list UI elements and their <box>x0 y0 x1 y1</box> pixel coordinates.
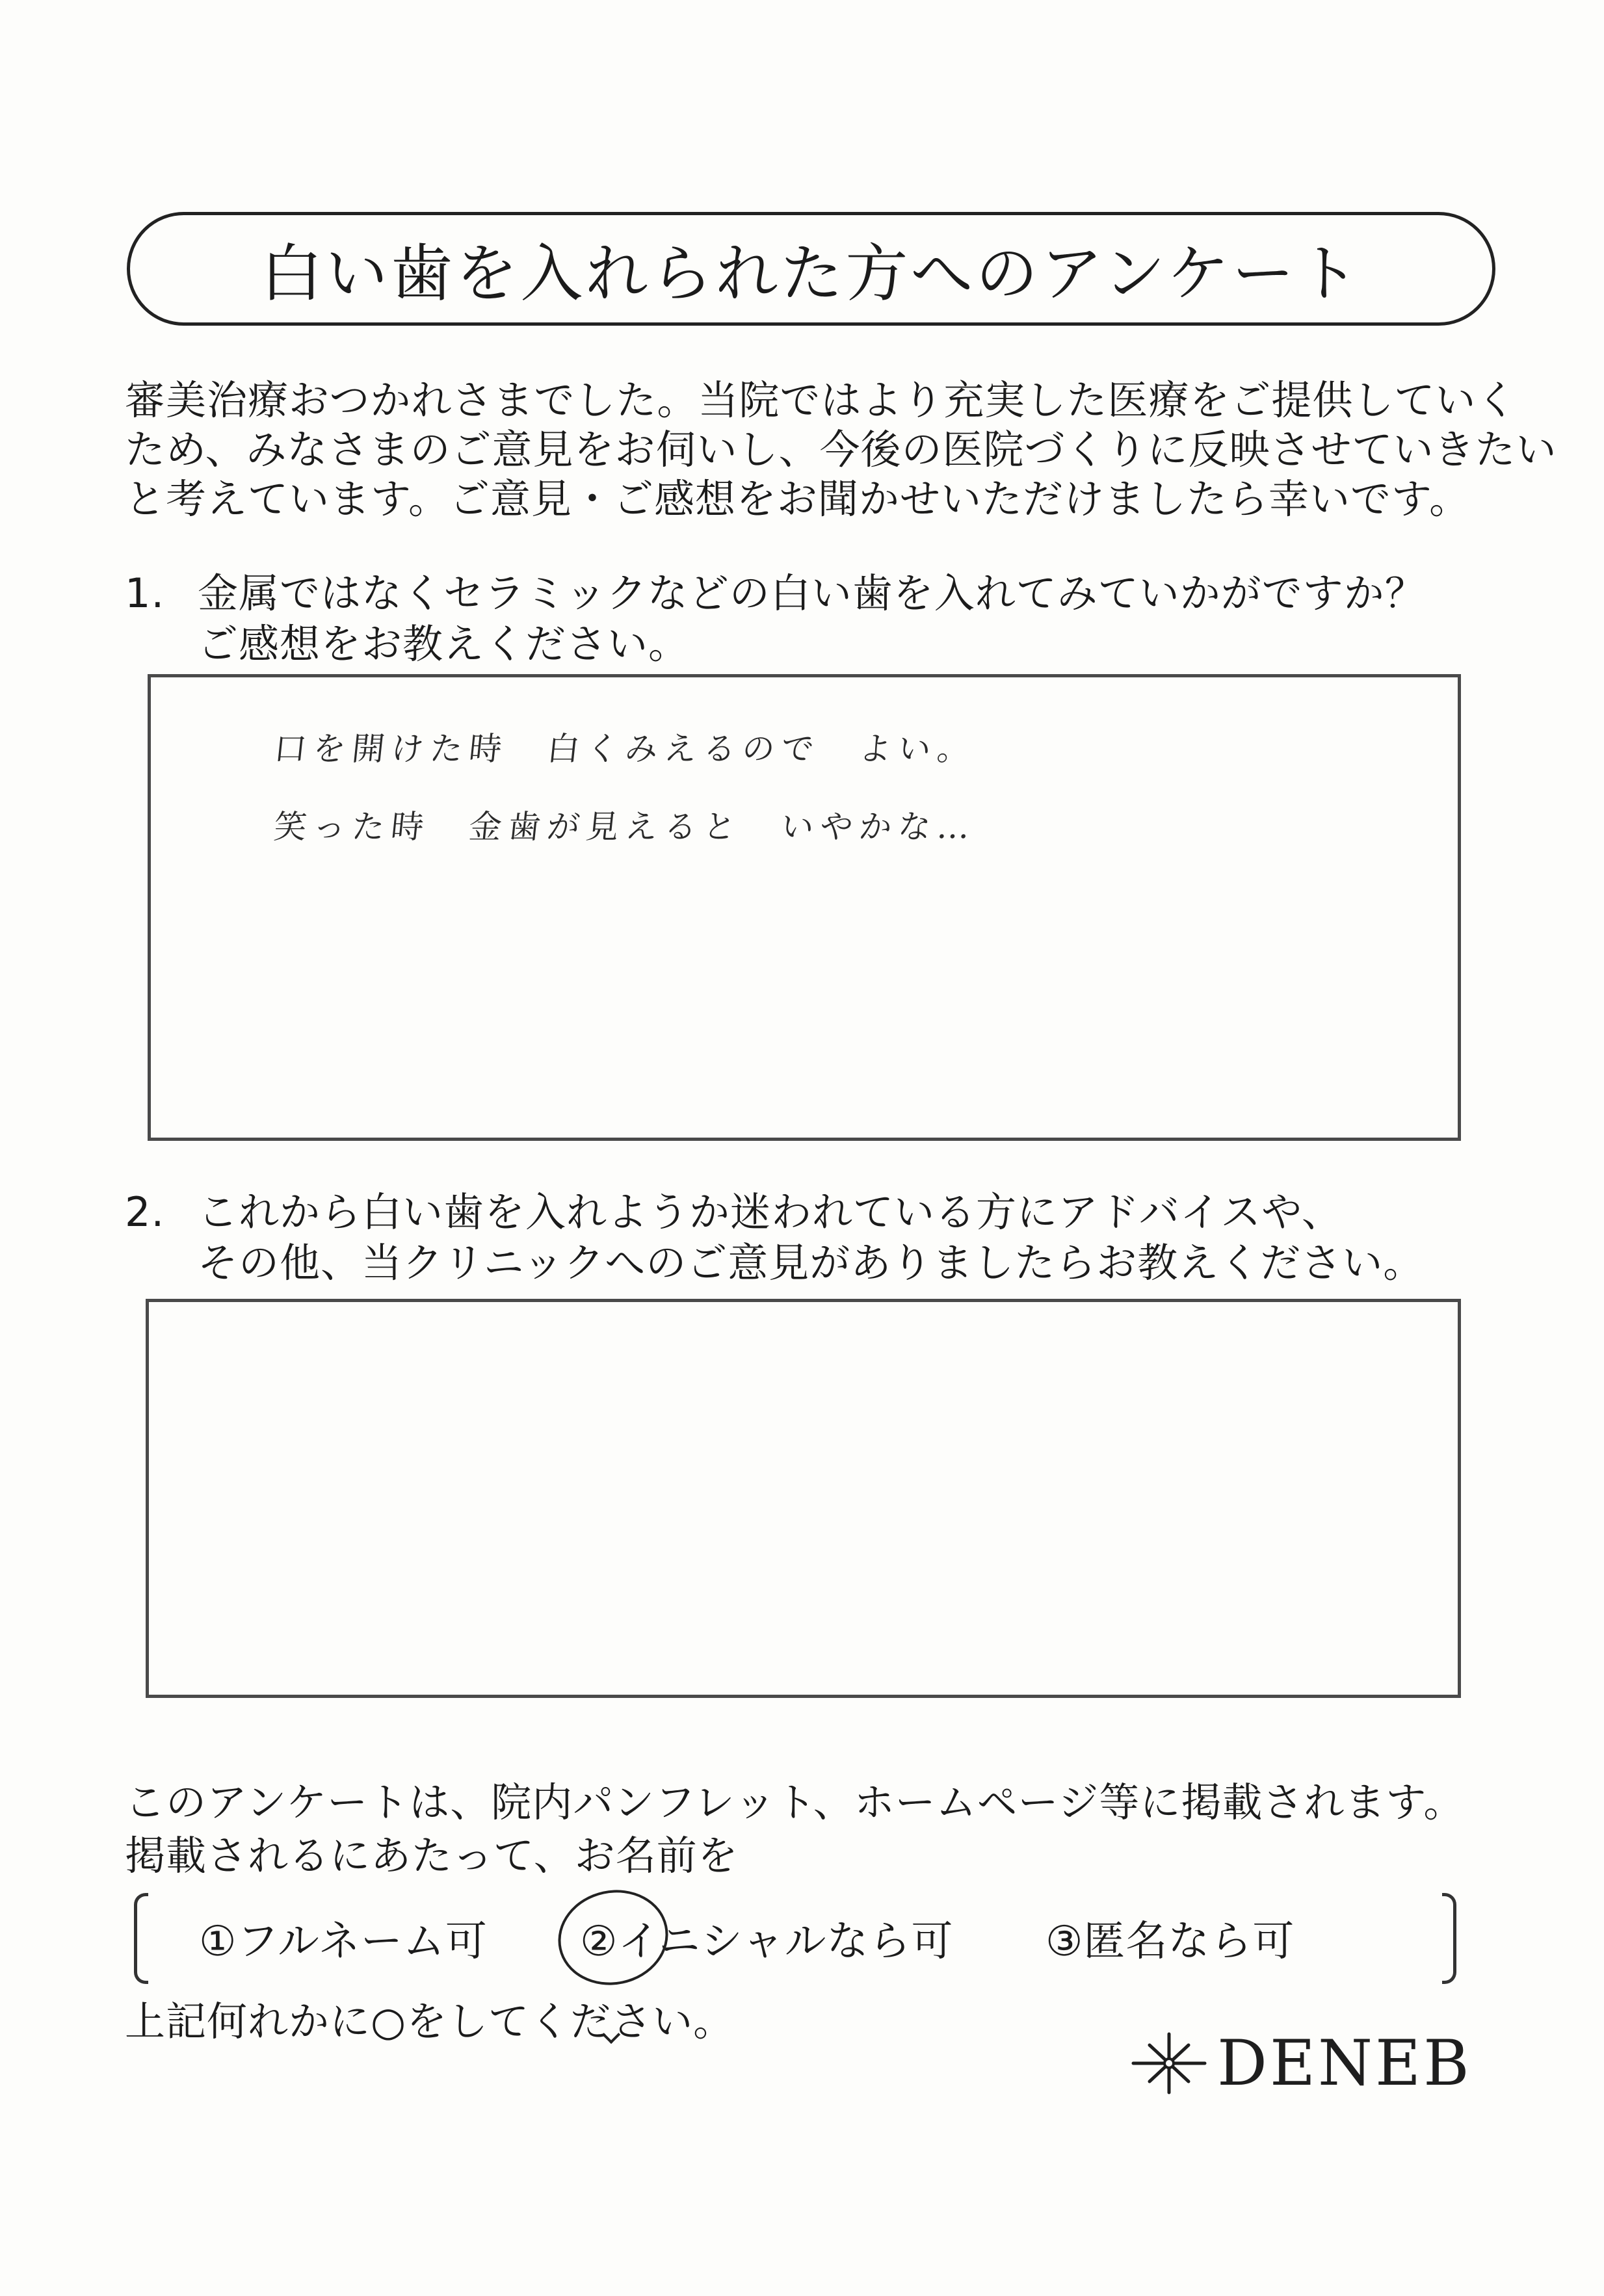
consent-line: 掲載されるにあたって、お名前を <box>125 1832 739 1879</box>
question-2 <box>125 1187 1424 1288</box>
intro-line: と考えています。ご意見・ご感想をお聞かせいただけましたら幸いです。 <box>125 475 1471 523</box>
bracket-right <box>1442 1893 1456 1984</box>
option-anonymous[interactable]: ③匿名なら可 <box>1045 1918 1295 1966</box>
selection-circle <box>549 1880 677 1995</box>
intro-paragraph <box>125 376 1557 524</box>
question-text: これから白い歯を入れようか迷われている方にアドバイスや、 <box>198 1188 1343 1236</box>
option-full-name[interactable]: ①フルネーム可 <box>199 1918 488 1966</box>
consent-instruction: 上記何れかに○をしてください。 <box>125 1998 735 2045</box>
question-text: その他、当クリニックへのご意見がありましたらお教えください。 <box>198 1239 1425 1286</box>
intro-line: 審美治療おつかれさまでした。当院ではより充実した医療をご提供していく <box>125 376 1518 424</box>
question-1 <box>125 568 1426 670</box>
answer-box-1[interactable] <box>148 674 1461 1141</box>
handwritten-answer: 口を開けた時 白くみえるので よい。 <box>272 730 979 768</box>
bracket-left <box>134 1893 148 1984</box>
question-text: 金属ではなくセラミックなどの白い歯を入れてみていかがですか？ <box>198 569 1426 617</box>
page-title: 白い歯を入れられた方へのアンケート <box>260 237 1362 310</box>
answer-box-2[interactable] <box>146 1299 1461 1698</box>
consent-line: このアンケートは、院内パンフレット、ホームページ等に掲載されます。 <box>125 1779 1465 1826</box>
deneb-logo <box>1130 2027 1472 2100</box>
consent-text <box>125 1776 1464 1883</box>
intro-line: ため、みなさまのご意見をお伺いし、今後の医院づくりに反映させていきたい <box>125 426 1557 473</box>
handwritten-answer: 笑った時 金歯が見えると いやかな… <box>272 808 979 846</box>
title-banner <box>127 212 1495 326</box>
question-number: 1. <box>125 569 165 617</box>
star-icon <box>1130 2031 1208 2096</box>
question-number: 2. <box>125 1188 165 1236</box>
logo-text: DENEB <box>1217 2027 1472 2100</box>
question-text: ご感想をお教えください。 <box>198 620 690 668</box>
option-initials[interactable]: ②イニシャルなら可 <box>580 1918 954 1966</box>
